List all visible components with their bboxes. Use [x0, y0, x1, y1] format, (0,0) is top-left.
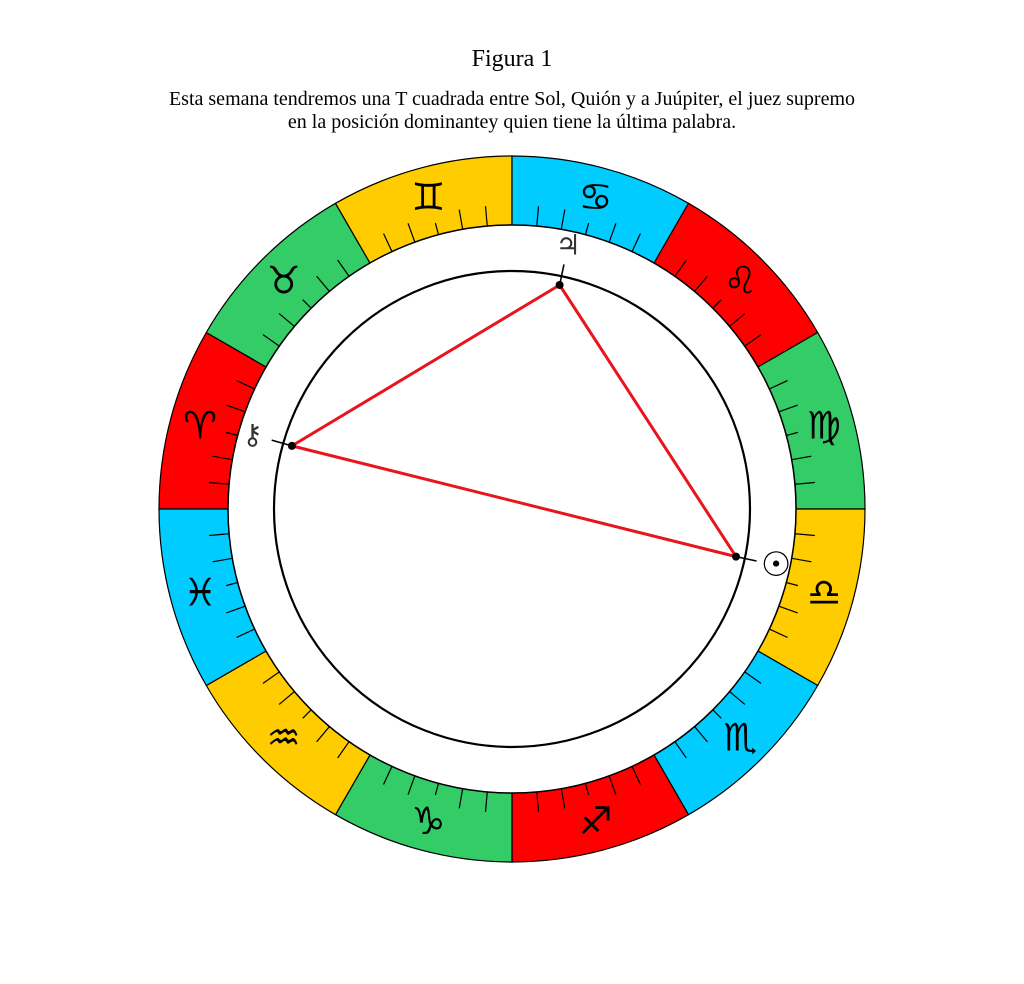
caption-line-1: Esta semana tendremos una T cuadrada entre Sol, Quión y a Juúpiter, el juez supremo: [168, 88, 856, 110]
sign-glyph-capricorn: ♑: [411, 798, 446, 843]
caption-line-2: en la posición dominantey quien tiene la última palabra.: [287, 111, 737, 133]
planet-dot-chiron: [288, 442, 296, 450]
sign-glyph-cancer: ♋: [578, 175, 613, 220]
planet-glyph-chiron: ⚷: [242, 418, 263, 452]
planet-glyph-sun: ☉: [760, 545, 792, 586]
sign-glyph-gemini: ♊: [411, 175, 446, 220]
sign-glyph-aquarius: ♒: [266, 715, 301, 760]
sign-glyph-aries: ♈: [182, 403, 218, 448]
sign-glyph-pisces: ♓: [182, 570, 218, 615]
sign-glyph-scorpio: ♏: [723, 715, 758, 760]
planet-dot-jupiter: [556, 281, 564, 289]
sign-glyph-libra: ♎: [806, 570, 842, 615]
planet-dot-sun: [732, 553, 740, 561]
inner-disc: [228, 225, 796, 793]
sign-glyph-leo: ♌: [723, 258, 758, 303]
sign-glyph-virgo: ♍: [806, 403, 842, 448]
sign-glyph-sagittarius: ♐: [578, 798, 613, 843]
sign-glyph-taurus: ♉: [266, 258, 301, 303]
planet-glyph-jupiter: ♃: [555, 228, 581, 262]
figure-title: Figura 1: [471, 46, 553, 72]
